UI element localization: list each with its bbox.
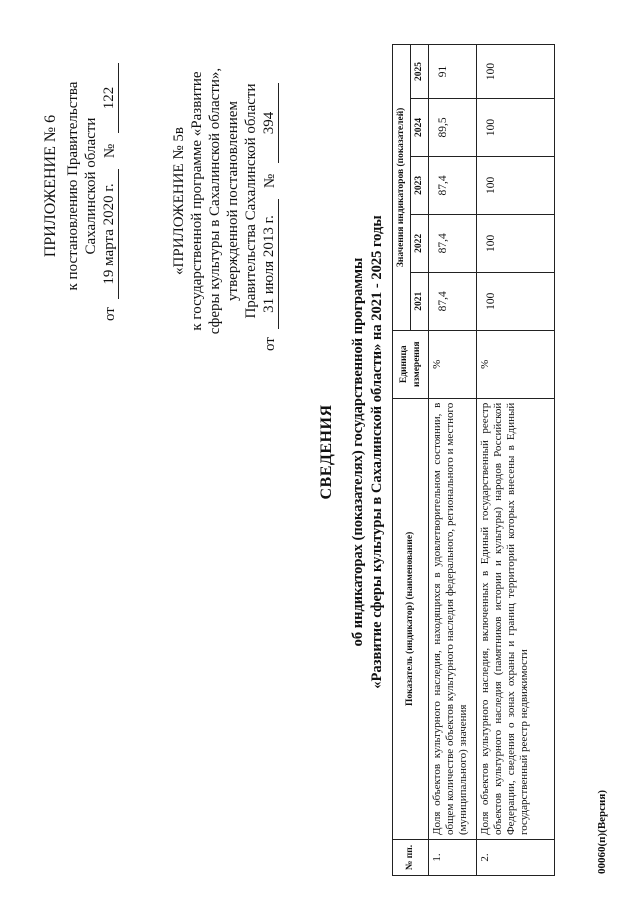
row-value: 91 [429,45,477,99]
appendix-5b-title: «ПРИЛОЖЕНИЕ № 5в [171,127,187,275]
row-num: 2. [477,840,555,876]
appendix-6-title: ПРИЛОЖЕНИЕ № 6 [42,114,59,258]
appendix-6-line2: Сахалинской области [83,117,99,255]
appendix-5b-line5: Правительства Сахалинской области [243,83,259,319]
row-unit: % [477,330,555,398]
header-year: 2025 [411,45,429,99]
row-value: 87,4 [429,156,477,214]
document-subtitle-2: «Развитие сферы культуры в Сахалинской области» на 2021 - 2025 годы [369,215,385,689]
appendix-5b-line2: к государственной программе «Развитие [189,71,205,331]
row-indicator: Доля объектов культурного наследия, находящихся в удовлетворительном состоянии, в общем количестве объектов культурного наследия федерального, регионального и местного (муниципального) значения [429,398,477,839]
appendix-6-block [42,51,119,321]
header-unit: Единица измерения [393,330,429,398]
appendix-5b-number: 394 [260,83,279,163]
indicators-table [392,44,555,876]
row-value: 100 [477,45,555,99]
version-footer: 00060(п)(Версия) [596,790,608,874]
document-title: СВЕДЕНИЯ [318,404,335,500]
number-label: № [102,143,118,159]
table-row [429,45,477,876]
appendix-5b-date-line [260,51,279,351]
table-header-row [393,45,411,876]
document-page [20,18,615,886]
table-row [477,45,555,876]
header-indicator: Показатель (индикатор) (наименование) [393,398,429,839]
appendix-5b-date: 31 июля 2013 г. [260,199,279,329]
row-value: 87,4 [429,272,477,330]
document-subtitle-1: об индикаторах (показателях) государственной программы [350,257,366,647]
row-unit: % [429,330,477,398]
row-value: 100 [477,156,555,214]
appendix-6-number: 122 [100,63,119,133]
appendix-6-line1: к постановлению Правительства [65,81,81,291]
row-indicator: Доля объектов культурного наследия, включенных в Единый государственный реестр объектов культурного наследия (памятников истории и культуры) народов Российской Федерации, сведения о зонах охраны и границ территорий которых внесены в Единый государственный реестр недвижимости [477,398,555,839]
header-year: 2024 [411,98,429,156]
from-label: от [102,307,118,321]
row-value: 89,5 [429,98,477,156]
appendix-5b-block [170,51,279,351]
from-label: от [262,337,278,351]
row-value: 100 [477,98,555,156]
appendix-5b-line4: утвержденной постановлением [225,101,241,301]
appendix-6-date-line [100,51,119,321]
header-year: 2023 [411,156,429,214]
appendix-6-date: 19 марта 2020 г. [100,169,119,299]
header-year: 2021 [411,272,429,330]
header-values: Значения индикаторов (показателей) [393,45,411,331]
row-value: 100 [477,214,555,272]
header-year: 2022 [411,214,429,272]
number-label: № [262,173,278,189]
appendix-5b-line3: сферы культуры в Сахалинской области», [207,67,223,335]
document-heading [318,18,386,886]
header-num: № пп. [393,840,429,876]
row-value: 100 [477,272,555,330]
row-num: 1. [429,840,477,876]
row-value: 87,4 [429,214,477,272]
